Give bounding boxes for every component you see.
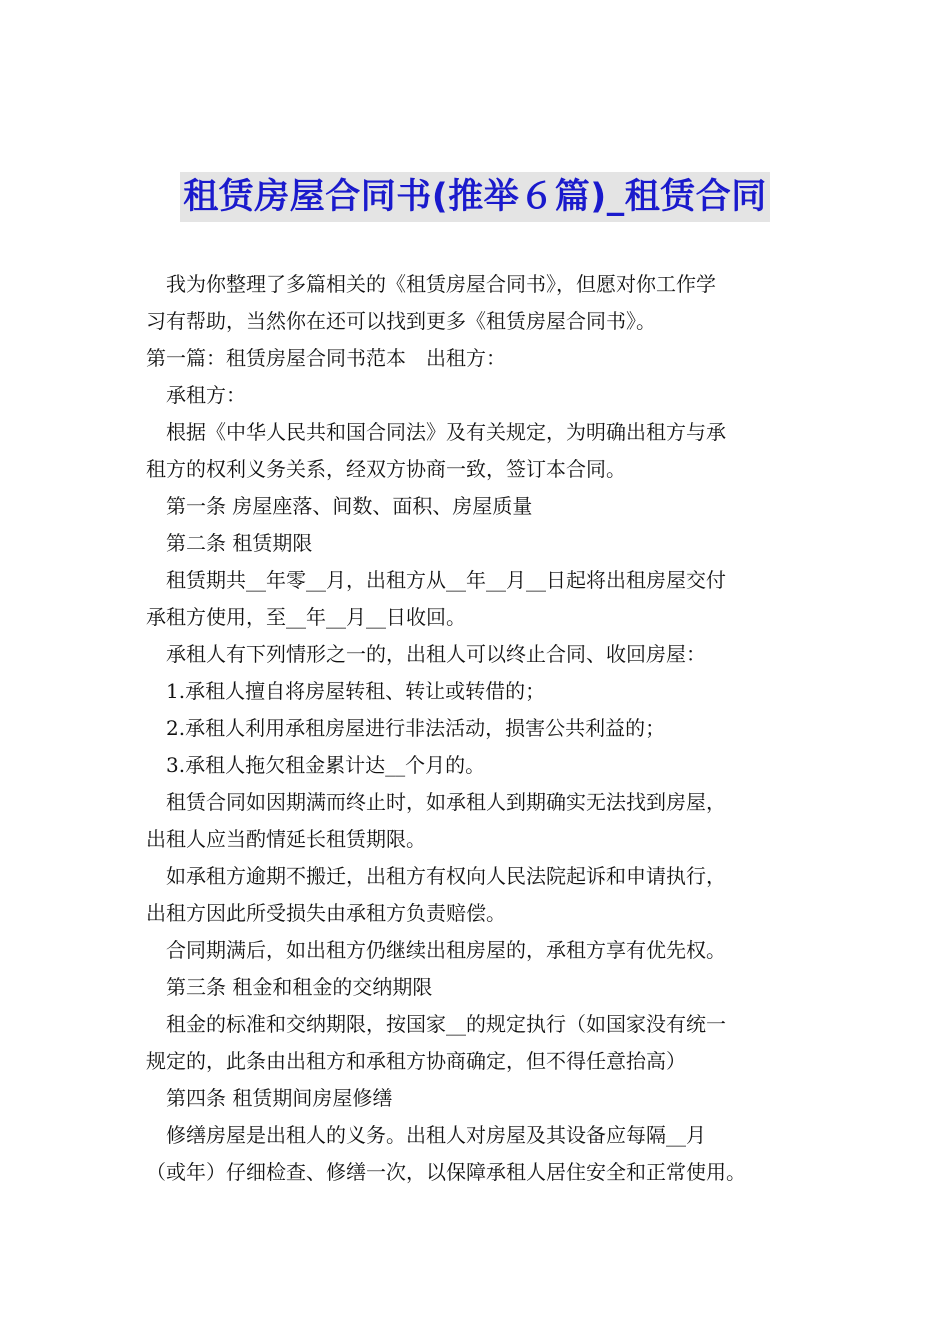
article-heading: 第三条 租金和租金的交纳期限 xyxy=(166,975,433,999)
paragraph-line: （或年）仔细检查、修缮一次，以保障承租人居住安全和正常使用。 xyxy=(146,1160,746,1184)
paragraph-line: 出租人应当酌情延长租赁期限。 xyxy=(146,827,426,851)
document-title: 租赁房屋合同书(推举６篇)_租赁合同 xyxy=(180,172,770,222)
paragraph-line: 根据《中华人民共和国合同法》及有关规定，为明确出租方与承 xyxy=(166,420,726,444)
paragraph-line: 承租方： xyxy=(166,383,246,407)
paragraph-line: 租方的权利义务关系，经双方协商一致，签订本合同。 xyxy=(146,457,626,481)
article-heading: 第一条 房屋座落、间数、面积、房屋质量 xyxy=(166,494,533,518)
paragraph-line: 承租人有下列情形之一的，出租人可以终止合同、收回房屋： xyxy=(166,642,706,666)
paragraph-line: 如承租方逾期不搬迁，出租方有权向人民法院起诉和申请执行， xyxy=(166,864,726,888)
paragraph-line: 修缮房屋是出租人的义务。出租人对房屋及其设备应每隔__月 xyxy=(166,1123,706,1147)
paragraph-line: 租赁期共__年零__月，出租方从__年__月__日起将出租房屋交付 xyxy=(166,568,726,592)
document-body xyxy=(146,266,810,1191)
list-item: 3.承租人拖欠租金累计达__个月的。 xyxy=(166,753,486,777)
list-item: 1.承租人擅自将房屋转租、转让或转借的； xyxy=(166,679,546,703)
paragraph-line: 承租方使用，至__年__月__日收回。 xyxy=(146,605,466,629)
paragraph-line: 规定的，此条由出租方和承租方协商确定，但不得任意抬高） xyxy=(146,1049,686,1073)
article-heading: 第二条 租赁期限 xyxy=(166,531,313,555)
paragraph-line: 出租方因此所受损失由承租方负责赔偿。 xyxy=(146,901,506,925)
title-container xyxy=(0,172,950,222)
paragraph-line: 习有帮助，当然你在还可以找到更多《租赁房屋合同书》。 xyxy=(146,309,656,333)
paragraph-line: 租赁合同如因期满而终止时，如承租人到期确实无法找到房屋， xyxy=(166,790,726,814)
paragraph-line: 合同期满后，如出租方仍继续出租房屋的，承租方享有优先权。 xyxy=(166,938,726,962)
article-heading: 第四条 租赁期间房屋修缮 xyxy=(166,1086,393,1110)
list-item: 2.承租人利用承租房屋进行非法活动，损害公共利益的； xyxy=(166,716,666,740)
paragraph-line: 我为你整理了多篇相关的《租赁房屋合同书》，但愿对你工作学 xyxy=(166,272,716,296)
section-heading: 第一篇：租赁房屋合同书范本 出租方： xyxy=(146,346,506,370)
paragraph-line: 租金的标准和交纳期限，按国家__的规定执行（如国家没有统一 xyxy=(166,1012,726,1036)
